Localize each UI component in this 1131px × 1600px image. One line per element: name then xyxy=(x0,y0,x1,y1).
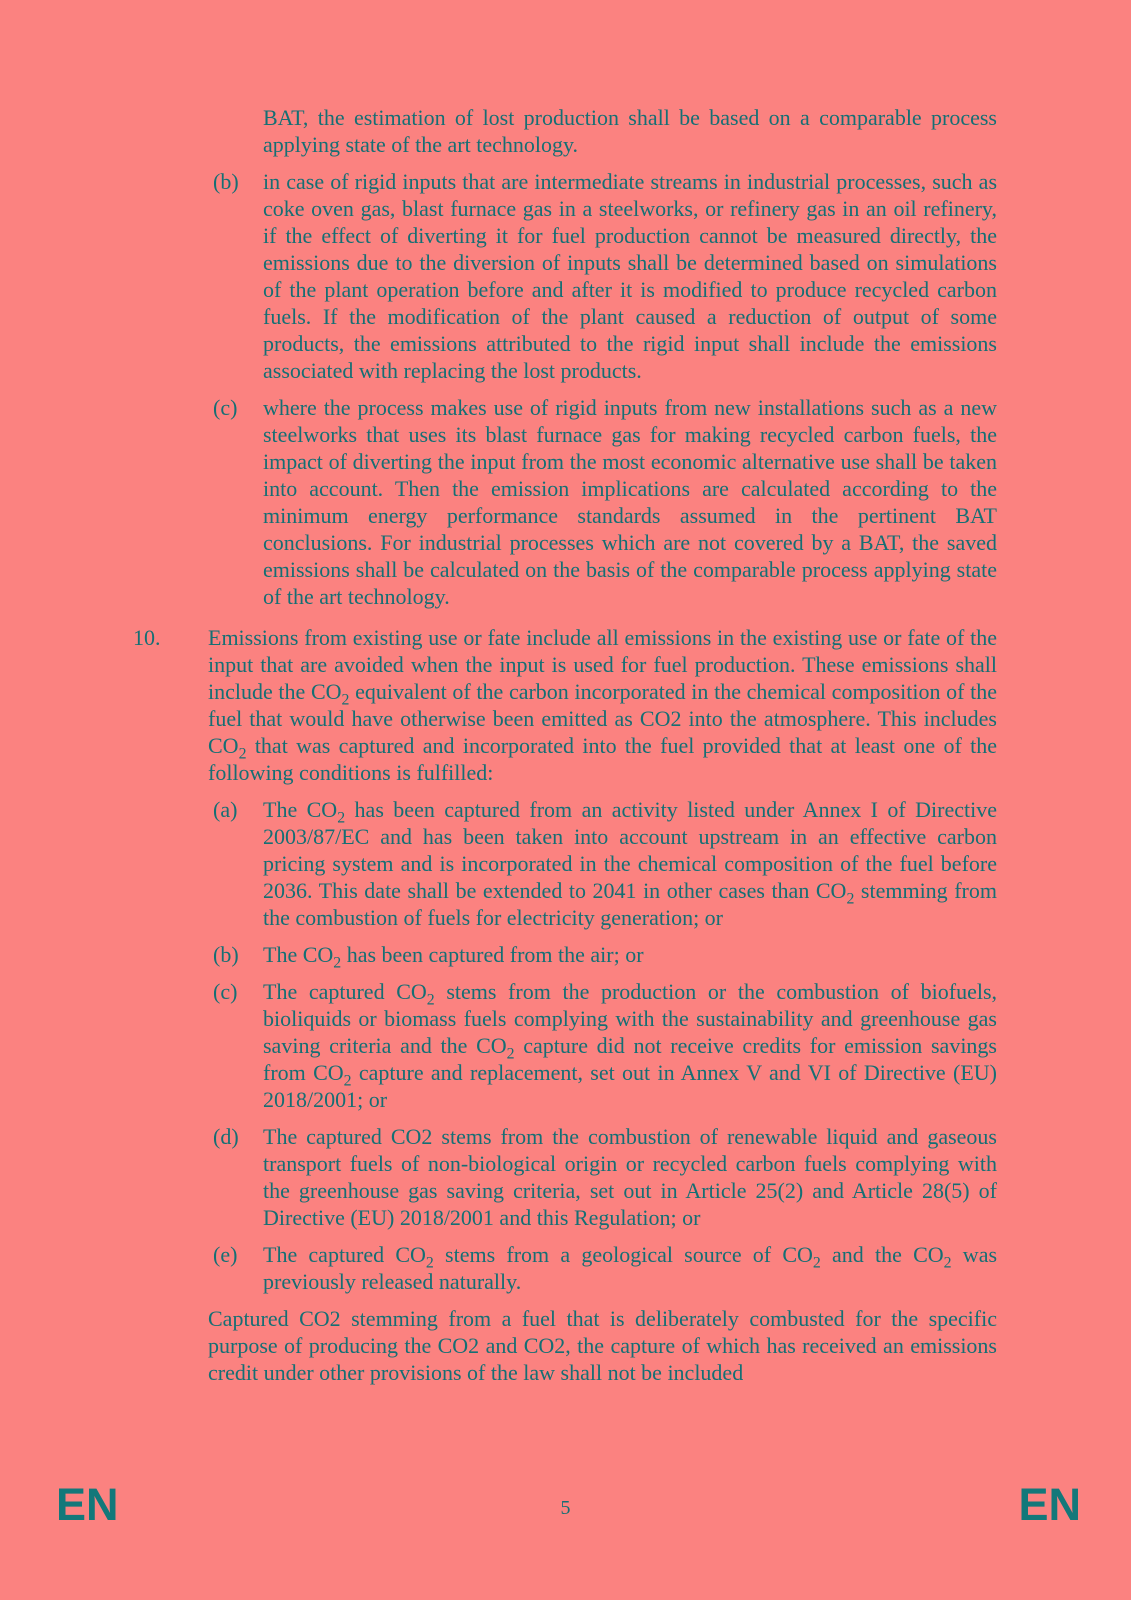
list-item-label: (b) xyxy=(213,169,239,194)
list-item-label: (e) xyxy=(213,1242,238,1267)
list-item-text: The captured $CO_2$ stems from the production or the combustion of biofuels, bioliquids or biomass fuels complying with the sustainability and greenhouse gas saving criteria and the $CO_2$ capture did not receive credits for emission savings from $CO_2$ capture and replacement, set out in Annex V and VI of Directive (EU) 2018/2001; or xyxy=(263,979,998,1112)
list-item-label: (a) xyxy=(213,797,238,822)
list-item-text: The captured $CO_2$ stems from a geological source of $CO_2$ and the $CO_2$ was previously released naturally. xyxy=(263,1242,998,1294)
list-item-label: (c) xyxy=(213,979,238,1004)
condition-item-a xyxy=(213,796,997,931)
point-10 xyxy=(133,624,997,786)
list-item-label: (d) xyxy=(213,1124,239,1149)
list-item-text: where the process makes use of rigid inputs from new installations such as a new steelworks that uses its blast furnace gas for making recycled carbon fuels, the impact of diverting the input from the most economic alternative use shall be taken into account. Then the emission implications are calculated according to the minimum energy performance standards assumed in the pertinent BAT conclusions. For industrial processes which are not covered by a BAT, the saved emissions shall be calculated on the basis of the comparable process applying state of the art technology. xyxy=(263,395,997,609)
condition-item-c xyxy=(213,978,997,1113)
closing-paragraph: Captured CO2 stemming from a fuel that is deliberately combusted for the specific purpose of producing the CO2 and CO2, the capture of which has received an emissions credit under other provisions of the law shall not be included xyxy=(208,1306,997,1385)
list-item-c-top xyxy=(213,394,997,610)
page-content xyxy=(133,104,997,1386)
point-number: 10. xyxy=(133,625,161,650)
list-item-text: The $CO_2$ has been captured from an activity listed under Annex I of Directive 2003/87/EC and has been taken into account upstream in an effective carbon pricing system and is incorporated in the chemical composition of the fuel before 2036. This date shall be extended to 2041 in other cases than $CO_2$ stemming from the combustion of fuels for electricity generation; or xyxy=(263,797,998,930)
condition-item-d xyxy=(213,1123,997,1231)
footer-language-label-right: EN xyxy=(1018,1479,1081,1530)
list-item-label: (c) xyxy=(213,395,238,420)
footer-language-label-left: EN xyxy=(56,1479,119,1530)
condition-item-e xyxy=(213,1241,997,1295)
list-item-text: The $CO_2$ has been captured from the air; or xyxy=(263,942,644,972)
page-number: 5 xyxy=(560,1497,571,1519)
point-text: Emissions from existing use or fate include all emissions in the existing use or fate of the input that are avoided when the input is used for fuel production. These emissions shall include the $CO_2$ equivalent of the carbon incorporated in the chemical composition of the fuel that would have otherwise been emitted as CO2 into the atmosphere. This includes $CO_2$ that was captured and incorporated into the fuel provided that at least one of the following conditions is fulfilled: xyxy=(208,625,997,785)
list-item-text: The captured CO2 stems from the combustion of renewable liquid and gaseous transport fuels of non-biological origin or recycled carbon fuels complying with the greenhouse gas saving criteria, set out in Article 25(2) and Article 28(5) of Directive (EU) 2018/2001 and this Regulation; or xyxy=(263,1124,997,1230)
condition-item-b xyxy=(213,941,997,972)
list-item-text: in case of rigid inputs that are intermediate streams in industrial processes, such as coke oven gas, blast furnace gas in a steelworks, or refinery gas in an oil refinery, if the effect of diverting it for fuel production cannot be measured directly, the emissions due to the diversion of inputs shall be determined based on simulations of the plant operation before and after it is modified to produce recycled carbon fuels. If the modification of the plant caused a reduction of output of some products, the emissions attributed to the rigid input shall include the emissions associated with replacing the lost products. xyxy=(263,169,997,383)
continuation-paragraph: BAT, the estimation of lost production shall be based on a comparable process applying state of the art technology. xyxy=(263,105,997,157)
list-item-b-top xyxy=(213,168,997,384)
list-item-label: (b) xyxy=(213,942,239,967)
